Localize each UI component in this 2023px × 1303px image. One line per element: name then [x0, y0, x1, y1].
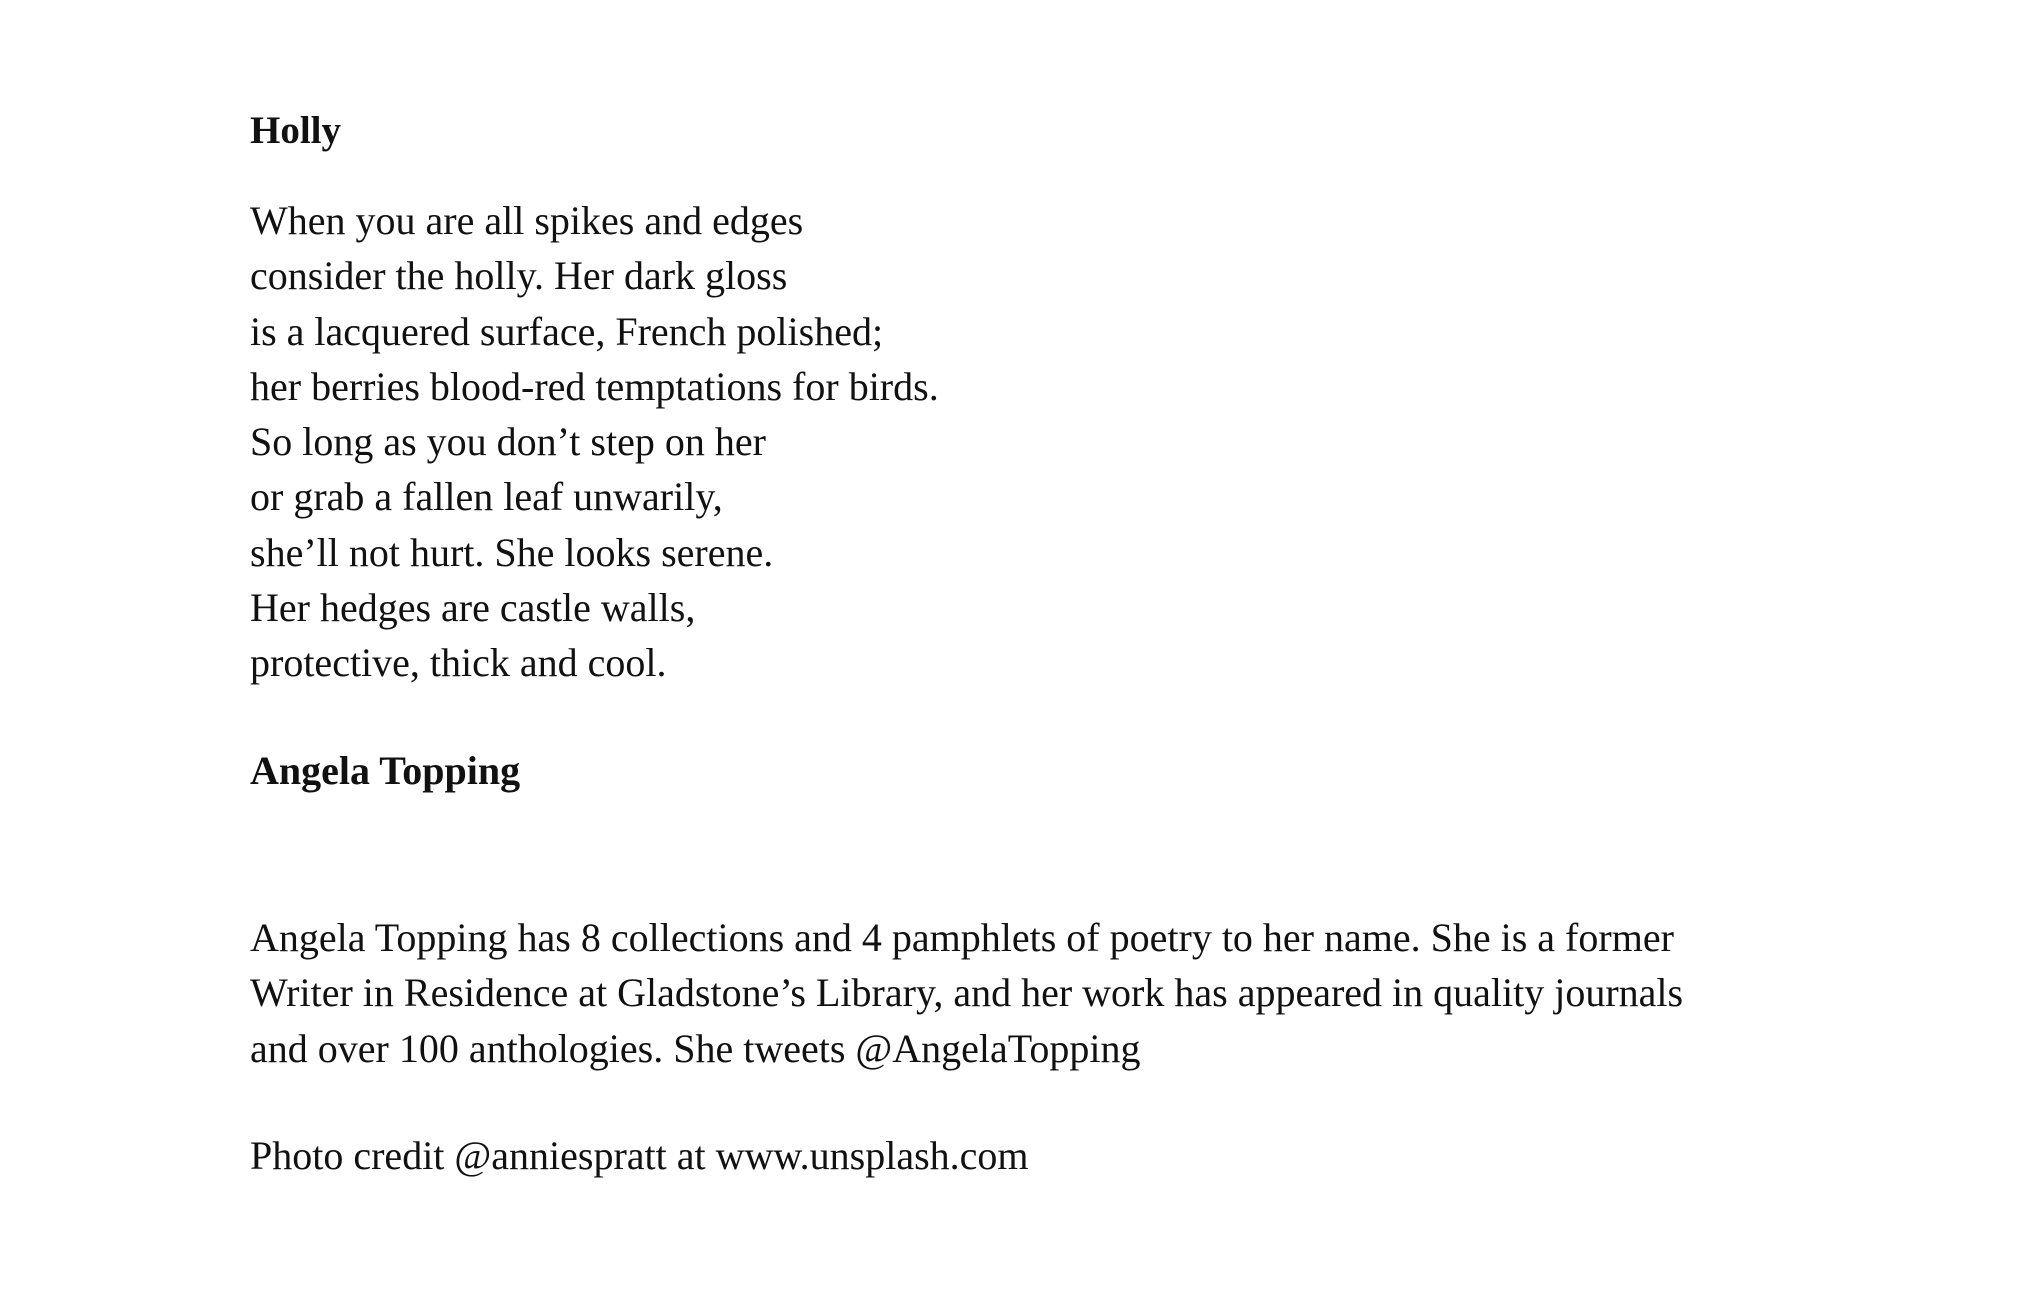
photo-credit: Photo credit @anniespratt at www.unsplash.com [250, 1133, 1029, 1178]
poem-line: is a lacquered surface, French polished; [250, 308, 884, 354]
poem-line: or grab a fallen leaf unwarily, [250, 474, 723, 520]
author-name: Angela Topping [250, 748, 521, 793]
poem-line: she’ll not hurt. She looks serene. [250, 529, 774, 575]
poem-body [250, 193, 939, 691]
bio-line: Writer in Residence at Gladstone’s Library, and her work has appeared in quality journals [250, 970, 1684, 1016]
bio-line: and over 100 anthologies. She tweets @AngelaTopping [250, 1025, 1141, 1071]
poem-line: So long as you don’t step on her [250, 419, 766, 465]
author-bio [250, 910, 1683, 1076]
poem-line: Her hedges are castle walls, [250, 585, 696, 631]
poem-line: protective, thick and cool. [250, 640, 667, 686]
poem-line: her berries blood-red temptations for birds. [250, 363, 939, 409]
poem-line: consider the holly. Her dark gloss [250, 253, 788, 299]
poem-line: When you are all spikes and edges [250, 198, 804, 243]
poem-title: Holly [250, 109, 342, 152]
bio-line: Angela Topping has 8 collections and 4 pamphlets of poetry to her name. She is a former [250, 915, 1674, 960]
